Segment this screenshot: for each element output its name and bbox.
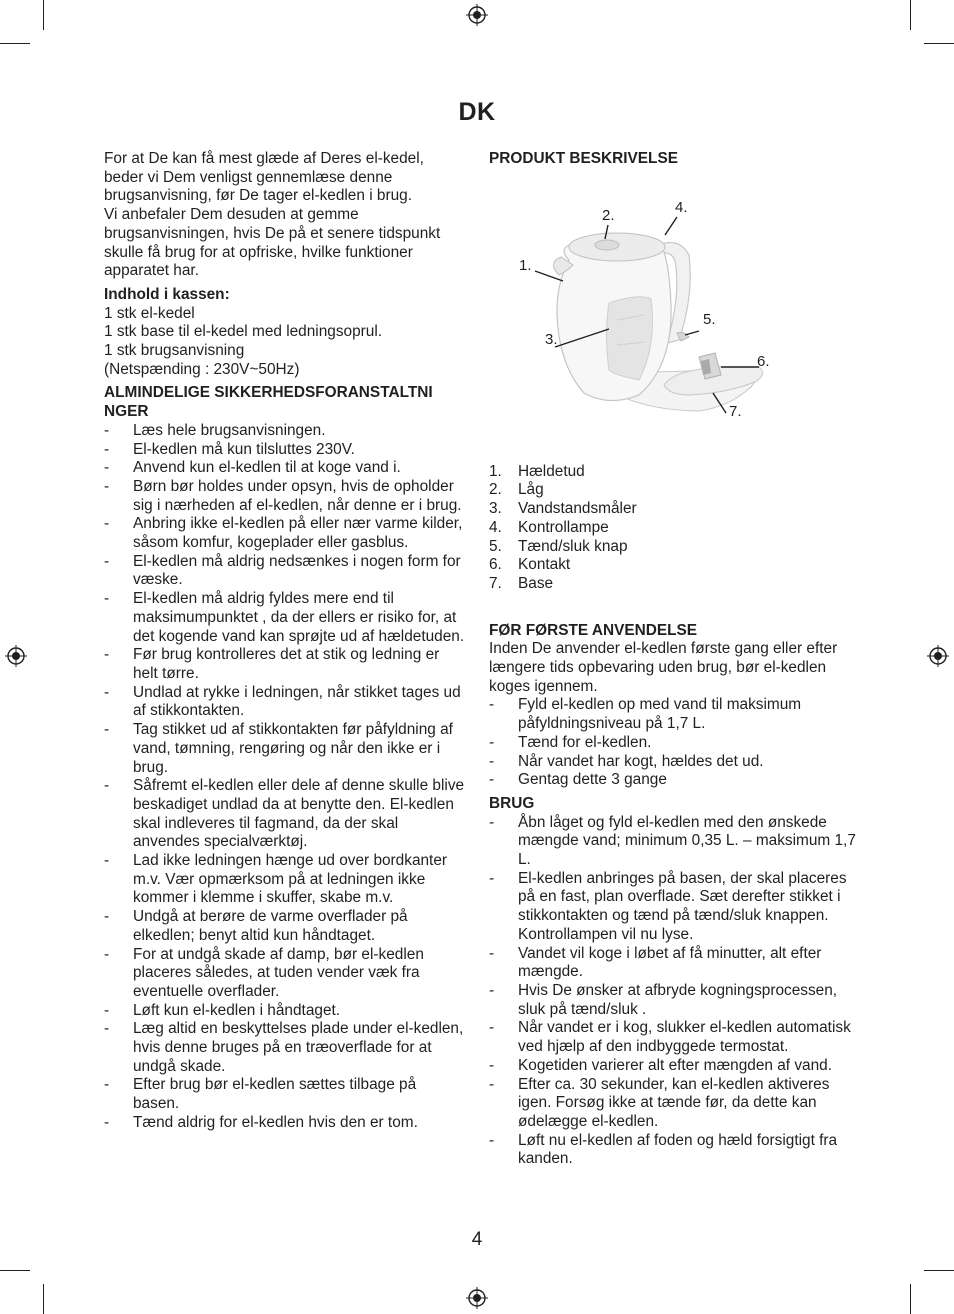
parts-list-item: 6. Kontakt [489,556,571,574]
usage-heading: BRUG [489,794,535,812]
crop-mark-top-left-h [0,43,30,44]
registration-mark-right-icon [927,645,949,667]
language-heading: DK [458,98,496,126]
list-item: - Lad ikke ledningen hænge ud over bordkanter m.v. Vær opmærksom på at ledningen ikke kommer i klemme i skuffer, skabe m.v. [104,852,466,908]
crop-mark-bottom-right-h [924,1270,954,1271]
list-item: - Tænd for el-kedlen. [489,734,857,753]
intro-paragraph-1: For at De kan få mest glæde af Deres el-kedel, beder vi Dem venligst gennemlæse denne brugsanvisning, før De tager el-kedlen i brug. [104,150,424,205]
crop-mark-top-right-h [924,43,954,44]
crop-mark-bottom-right-v [910,1284,911,1314]
leader-line-4 [665,217,677,235]
list-item: - Når vandet er i kog, slukker el-kedlen automatisk ved hjælp af den indbyggede termostat. [489,1019,857,1056]
parts-list-item: 5. Tænd/sluk knap [489,537,628,555]
safety-list [104,422,466,1133]
page-number: 4 [471,1229,483,1250]
safety-heading [104,384,466,421]
list-item: - Åbn låget og fyld el-kedlen med den ønskede mængde vand; minimum 0,35 L. – maksimum 1,7 L. [489,814,857,870]
first-use-intro: Inden De anvender el-kedlen første gang eller efter længere tids opbevaring uden brug, bør el-kedlen koges igennem. [489,640,838,695]
parts-list-item: 1. Hældetud [489,462,585,480]
safety-heading-line-2: NGER [104,403,149,421]
crop-mark-bottom-left-h [0,1270,30,1271]
leader-line-5 [685,331,699,335]
list-item: - Læg altid en beskyttelses plade under el-kedlen, hvis denne bruges på en træoverflade for at undgå skade. [104,1020,466,1076]
list-item: - Anvend kun el-kedlen til at koge vand i. [104,459,466,478]
callout-7: 7. [729,402,742,420]
list-item: - El-kedlen må kun tilsluttes 230V. [104,441,466,460]
product-heading: PRODUKT BESKRIVELSE [489,150,678,167]
list-item: - Anbring ikke el-kedlen på eller nær varme kilder, såsom komfur, kogeplader eller gasblus. [104,515,466,552]
list-item: - Efter brug bør el-kedlen sættes tilbage på basen. [104,1076,466,1113]
list-item: - Når vandet har kogt, hældes det ud. [489,753,857,772]
first-use-heading: FØR FØRSTE ANVENDELSE [489,621,698,639]
registration-mark-bottom-icon [466,1287,488,1309]
kettle-diagram [489,175,857,445]
registration-mark-top-icon [466,4,488,26]
contents-heading: Indhold i kassen: [104,285,230,303]
kettle-illustration [489,175,857,445]
parts-list-item: 2. Låg [489,481,544,499]
list-item: - Såfremt el-kedlen eller dele af denne skulle blive beskadiget undlad da at benytte den. El-kedlen skal indleveres til fagmand, da der skal anvendes specialværktøj. [104,777,466,852]
list-item: - Gentag dette 3 gange [489,771,857,790]
list-item: - Vandet vil koge i løbet af få minutter, alt efter mængde. [489,945,857,982]
contents-line: 1 stk brugsanvisning [104,342,245,360]
safety-heading-line-1: ALMINDELIGE SIKKERHEDSFORANSTALTNI [104,384,433,402]
crop-mark-bottom-left-v [43,1284,44,1314]
parts-list [489,463,857,594]
contents-line: 1 stk base til el-kedel med ledningsoprul. [104,323,383,341]
callout-6: 6. [757,352,770,370]
usage-list [489,814,857,1169]
parts-list-item: 4. Kontrollampe [489,518,609,536]
list-item: - El-kedlen må aldrig fyldes mere end til maksimumpunktet , da der ellers er risiko for, at det kogende vand kan sprøjte ud af hældetuden. [104,590,466,646]
list-item: - Tænd aldrig for el-kedlen hvis den er tom. [104,1114,466,1133]
list-item: - Løft kun el-kedlen i håndtaget. [104,1002,466,1021]
intro-paragraph-2: Vi anbefaler Dem desuden at gemme brugsanvisningen, hvis De på et senere tidspunkt skulle få brug for at opfriske, hvilke funktioner apparatet har. [104,206,441,280]
left-column [104,150,466,1133]
list-item: - Hvis De ønsker at afbryde kogningsprocessen, sluk på tænd/sluk . [489,982,857,1019]
crop-mark-top-left-v [43,0,44,30]
registration-mark-left-icon [5,645,27,667]
list-item: - Kogetiden varierer alt efter mængden af vand. [489,1057,857,1076]
list-item: - Læs hele brugsanvisningen. [104,422,466,441]
callout-1: 1. [519,256,532,274]
contents-list [104,305,466,380]
list-item: - Undlad at rykke i ledningen, når stikket tages ud af stikkontakten. [104,684,466,721]
list-item: - El-kedlen anbringes på basen, der skal placeres på en fast, plan overflade. Sæt derefter stikket i stikkontakten og tænd på tænd/sluk knappen. Kontrollampen vil nu lyse. [489,870,857,945]
list-item: - Fyld el-kedlen op med vand til maksimum påfyldningsniveau på 1,7 L. [489,696,857,733]
list-item: - El-kedlen må aldrig nedsænkes i nogen form for væske. [104,553,466,590]
callout-3: 3. [545,330,558,348]
right-column [489,150,857,1169]
list-item: - For at undgå skade af damp, bør el-kedlen placeres således, at tuden vender væk fra eventuelle overflader. [104,946,466,1002]
contents-line: (Netspænding : 230V~50Hz) [104,360,300,378]
contents-line: 1 stk el-kedel [104,304,195,322]
list-item: - Efter ca. 30 sekunder, kan el-kedlen aktiveres igen. Forsøg ikke at tænde før, da dette kan ødelægge el-kedlen. [489,1076,857,1132]
crop-mark-top-right-v [910,0,911,30]
list-item: - Børn bør holdes under opsyn, hvis de opholder sig i nærheden af el-kedlen, når denne er i brug. [104,478,466,515]
list-item: - Før brug kontrolleres det at stik og ledning er helt tørre. [104,646,466,683]
list-item: - Løft nu el-kedlen af foden og hæld forsigtigt fra kanden. [489,1132,857,1169]
parts-list-item: 3. Vandstandsmåler [489,500,637,518]
callout-2: 2. [602,206,615,224]
callout-5: 5. [703,310,716,328]
first-use-list [489,696,857,790]
parts-list-item: 7. Base [489,574,554,592]
lid-knob [595,240,619,250]
list-item: - Tag stikket ud af stikkontakten før påfyldning af vand, tømning, rengøring og når den ikke er i brug. [104,721,466,777]
list-item: - Undgå at berøre de varme overflader på elkedlen; benyt altid kun håndtaget. [104,908,466,945]
callout-4: 4. [675,198,688,216]
